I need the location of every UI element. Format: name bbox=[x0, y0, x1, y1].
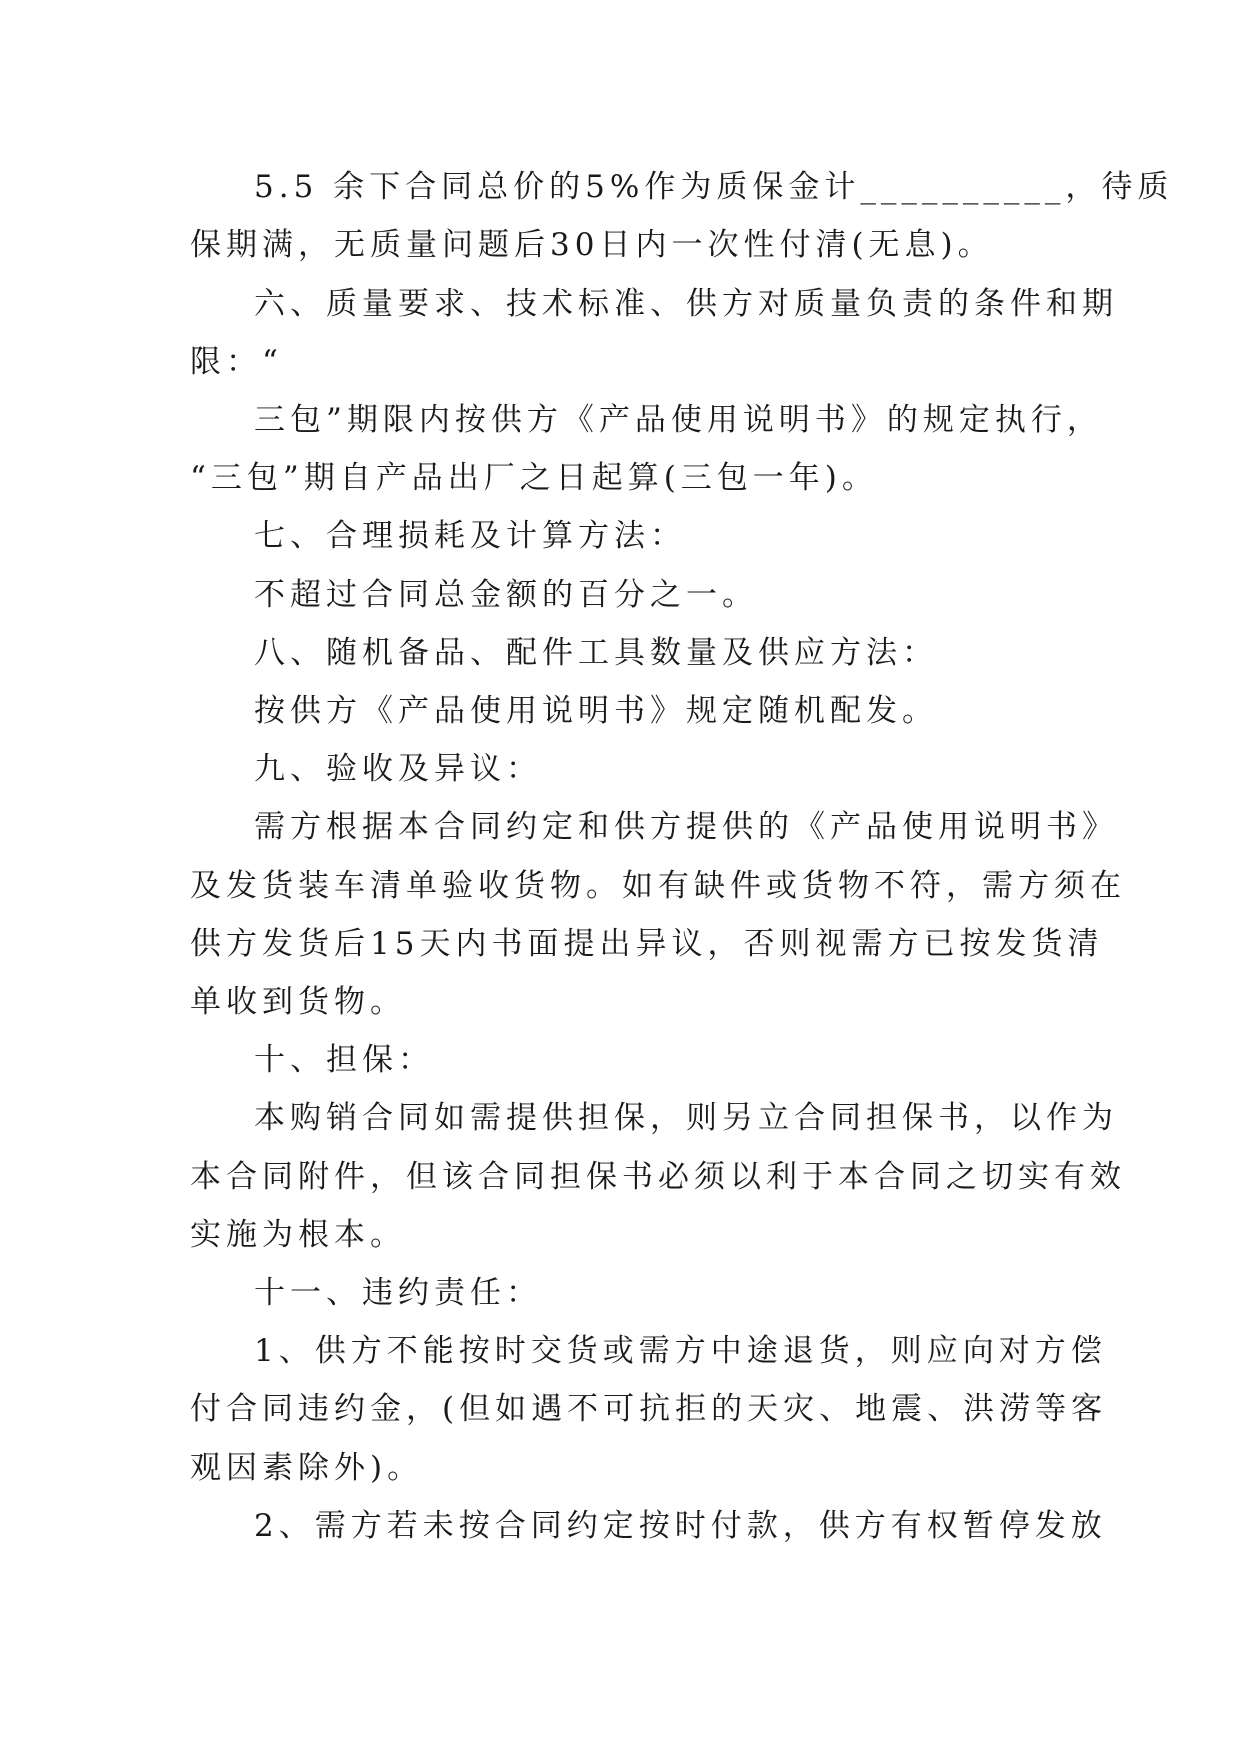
section-heading-10: 十、担保： bbox=[254, 1042, 434, 1078]
paragraph-line-guarantee: 本购销合同如需提供担保，则另立合同担保书，以作为 bbox=[254, 1100, 1118, 1136]
paragraph-line-clause-5-5-cont: 保期满，无质量问题后30日内一次性付清(无息)。 bbox=[190, 227, 994, 263]
paragraph-line-warranty-cont: “三包”期自产品出厂之日起算(三包一年)。 bbox=[190, 460, 878, 496]
paragraph-line-breach-2: 2、需方若未按合同约定按时付款，供方有权暂停发放 bbox=[254, 1508, 1107, 1544]
paragraph-line-breach-1-cont-2: 观因素除外)。 bbox=[190, 1450, 424, 1486]
paragraph-line-spares: 按供方《产品使用说明书》规定随机配发。 bbox=[254, 693, 938, 729]
paragraph-line-clause-5-5: 5.5 余下合同总价的5%作为质保金计__________，待质 bbox=[254, 169, 1174, 205]
section-heading-9: 九、验收及异议： bbox=[254, 751, 542, 787]
paragraph-line-loss: 不超过合同总金额的百分之一。 bbox=[254, 577, 758, 613]
paragraph-line-acceptance-cont-2: 供方发货后15天内书面提出异议，否则视需方已按发货清 bbox=[190, 926, 1104, 962]
paragraph-line-acceptance-cont-3: 单收到货物。 bbox=[190, 984, 406, 1020]
paragraph-line-acceptance-cont-1: 及发货装车清单验收货物。如有缺件或货物不符，需方须在 bbox=[190, 868, 1126, 904]
paragraph-line-warranty: 三包”期限内按供方《产品使用说明书》的规定执行， bbox=[254, 402, 1103, 438]
paragraph-line-guarantee-cont-2: 实施为根本。 bbox=[190, 1217, 406, 1253]
paragraph-line-breach-1-cont-1: 付合同违约金，(但如遇不可抗拒的天灾、地震、洪涝等客 bbox=[190, 1391, 1108, 1427]
section-heading-8: 八、随机备品、配件工具数量及供应方法： bbox=[254, 635, 938, 671]
paragraph-line-acceptance: 需方根据本合同约定和供方提供的《产品使用说明书》 bbox=[254, 809, 1118, 845]
section-heading-6-cont: 限：“ bbox=[190, 344, 283, 380]
section-heading-11: 十一、违约责任： bbox=[254, 1275, 542, 1311]
paragraph-line-breach-1: 1、供方不能按时交货或需方中途退货，则应向对方偿 bbox=[254, 1333, 1107, 1369]
section-heading-7: 七、合理损耗及计算方法： bbox=[254, 518, 686, 554]
paragraph-line-guarantee-cont-1: 本合同附件，但该合同担保书必须以利于本合同之切实有效 bbox=[190, 1159, 1126, 1195]
section-heading-6: 六、质量要求、技术标准、供方对质量负责的条件和期 bbox=[254, 286, 1118, 322]
